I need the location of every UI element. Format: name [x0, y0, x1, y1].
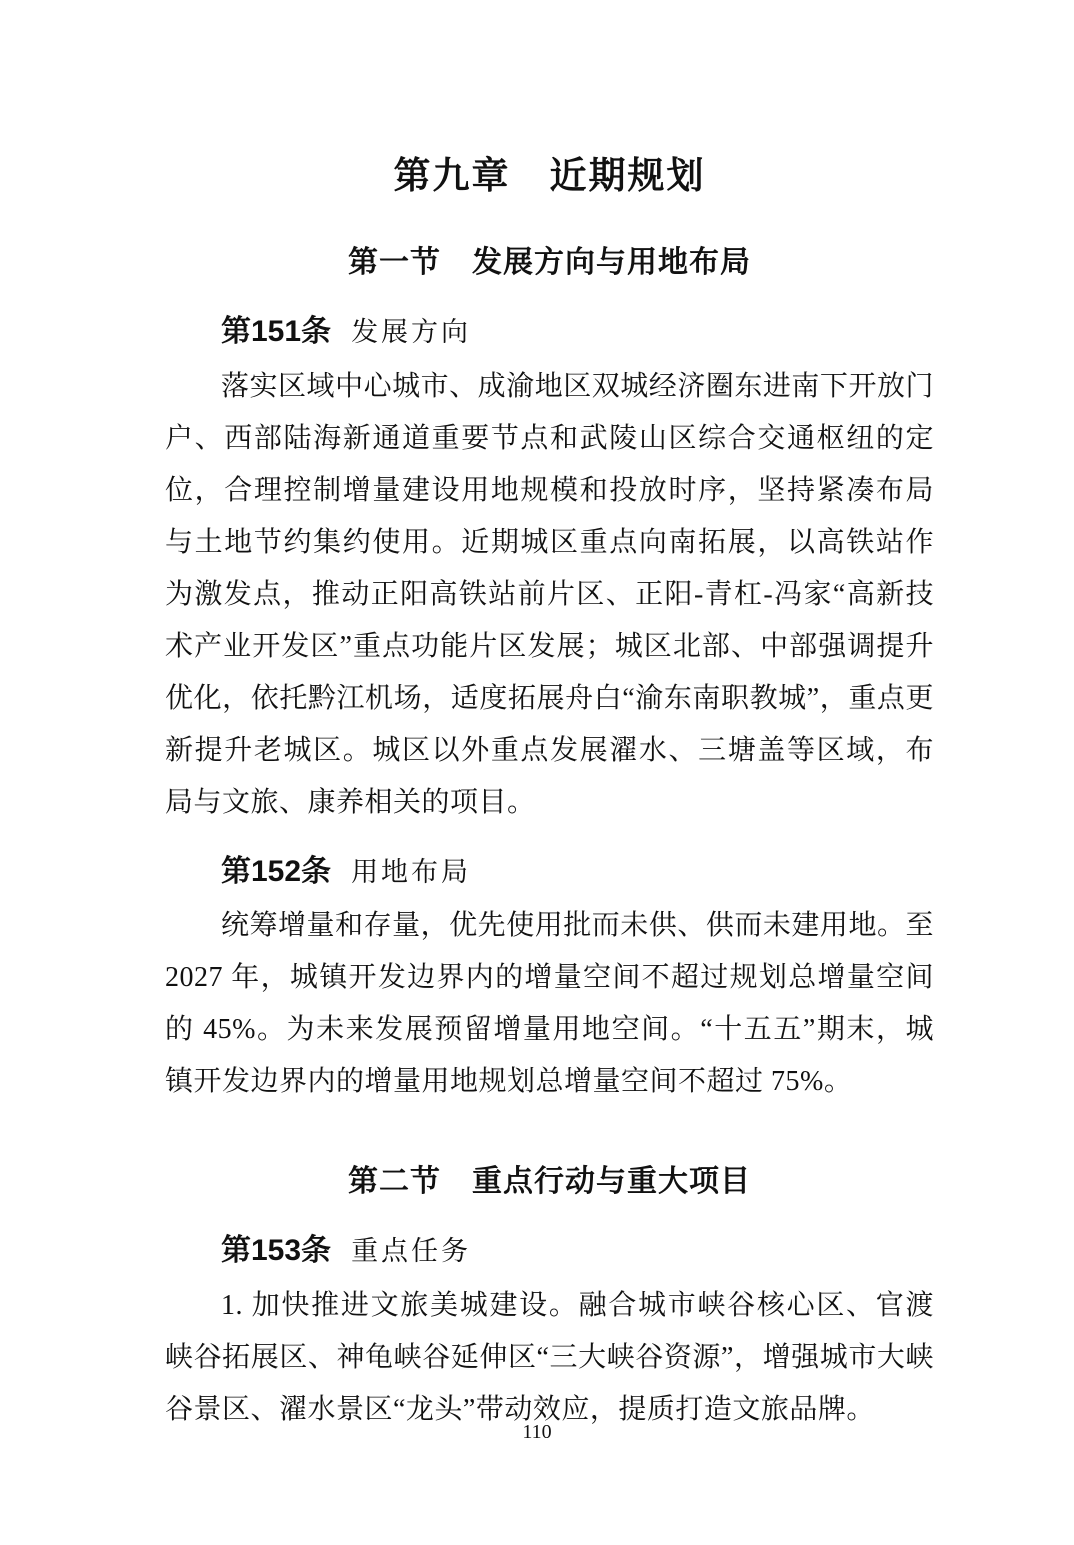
- article-152-label: 第152条: [221, 854, 332, 888]
- page-number: 110: [522, 1420, 552, 1443]
- article-152-heading: [165, 853, 934, 891]
- document-page: [0, 25, 1074, 1545]
- article-153-heading: [165, 1232, 934, 1270]
- article-151-title: 发展方向: [351, 317, 472, 348]
- article-151-body: 落实区域中心城市、成渝地区双城经济圈东进南下开放门户、西部陆海新通道重要节点和武陵山区综合交通枢纽的定位，合理控制增量建设用地规模和投放时序，坚持紧凑布局与土地节约集约使用。近期城区重点向南拓展，以高铁站作为激发点，推动正阳高铁站前片区、正阳-青杠-冯家“高新技术产业开发区”重点功能片区发展；城区北部、中部强调提升优化，依托黔江机场，适度拓展舟白“渝东南职教城”，重点更新提升老城区。城区以外重点发展濯水、三塘盖等区域，布局与文旅、康养相关的项目。: [165, 370, 934, 818]
- article-153-label: 第153条: [221, 1234, 332, 1268]
- chapter-title: 第九章 近期规划: [393, 155, 706, 197]
- article-151-heading: [165, 313, 934, 351]
- article-153-title: 重点任务: [351, 1236, 472, 1267]
- article-153-body: 1. 加快推进文旅美城建设。融合城市峡谷核心区、官渡峡谷拓展区、神龟峡谷延伸区“三大峡谷资源”，增强城市大峡谷景区、濯水景区“龙头”带动效应，提质打造文旅品牌。: [165, 1289, 934, 1425]
- section-2-title: 第二节 重点行动与重大项目: [348, 1165, 751, 1199]
- article-151-label: 第151条: [221, 315, 332, 349]
- section-1-title: 第一节 发展方向与用地布局: [348, 246, 751, 280]
- article-152-title: 用地布局: [351, 856, 472, 887]
- article-152-body: 统筹增量和存量，优先使用批而未供、供而未建用地。至 2027 年，城镇开发边界内的增量空间不超过规划总增量空间的 45%。为未来发展预留增量用地空间。“十五五”期末，城镇开发边界内的增量用地规划总增量空间不超过 75%。: [165, 910, 934, 1098]
